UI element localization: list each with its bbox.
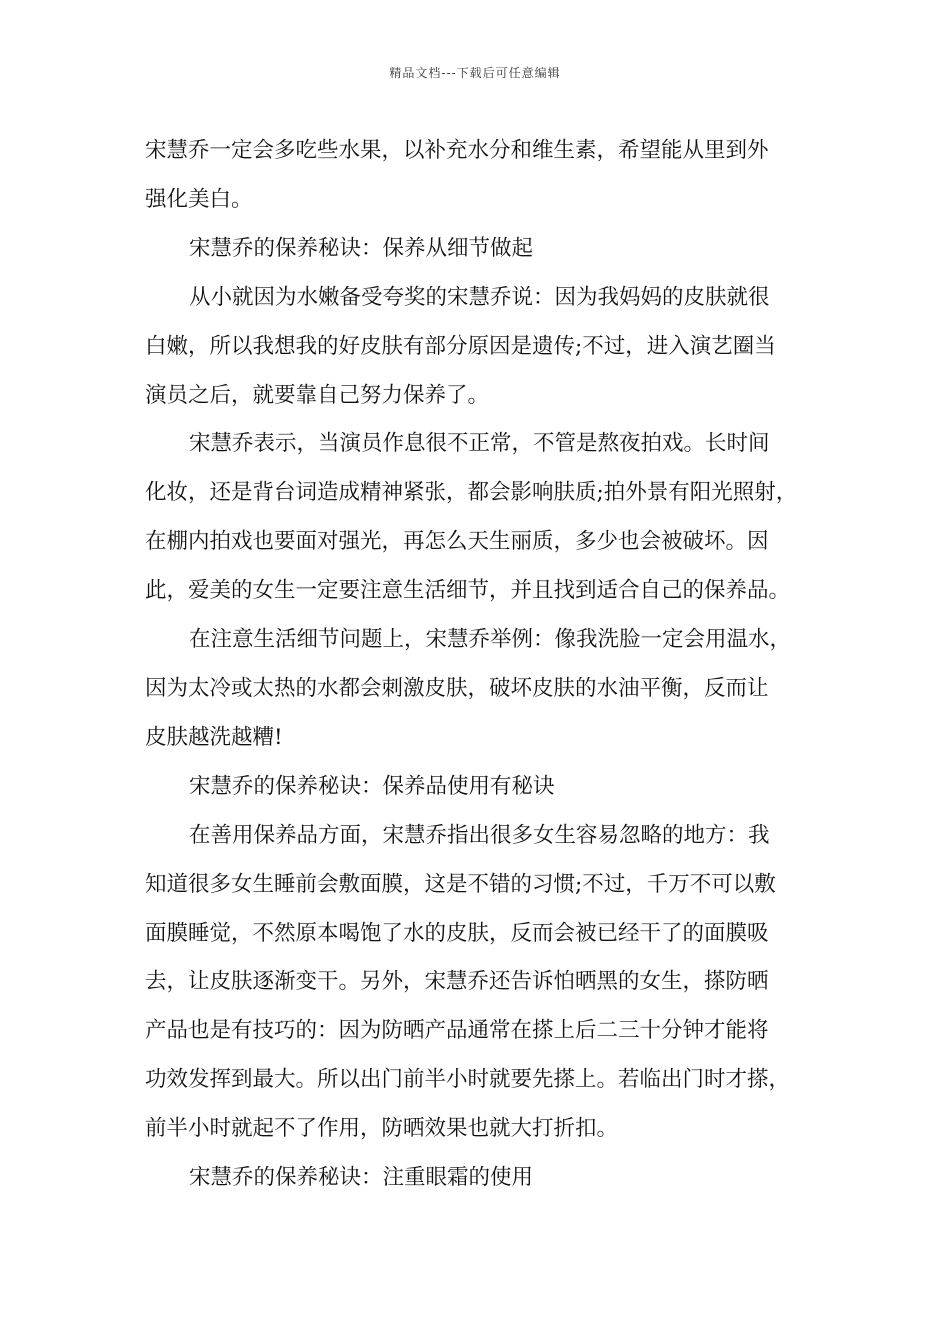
paragraph <box>145 420 825 616</box>
text-line: 白嫩，所以我想我的好皮肤有部分原因是遗传;不过，进入演艺圈当 <box>145 333 776 359</box>
text-line: 皮肤越洗越糟! <box>145 724 283 750</box>
text-line: 宋慧乔的保养秘诀：保养品使用有秘诀 <box>189 773 555 799</box>
text-line: 面膜睡觉，不然原本喝饱了水的皮肤，反而会被已经干了的面膜吸 <box>145 920 769 946</box>
text-line: 宋慧乔的保养秘诀：注重眼霜的使用 <box>189 1165 534 1191</box>
text-line: 知道很多女生睡前会敷面膜，这是不错的习惯;不过，千万不可以敷 <box>145 871 776 897</box>
text-line: 此，爱美的女生一定要注意生活细节，并且找到适合自己的保养品。 <box>145 578 791 604</box>
text-line: 在善用保养品方面，宋慧乔指出很多女生容易忽略的地方：我 <box>189 822 770 848</box>
paragraph <box>145 274 825 421</box>
text-line: 宋慧乔的保养秘诀：保养从细节做起 <box>189 235 534 261</box>
text-line: 去，让皮肤逐渐变干。另外，宋慧乔还告诉怕晒黑的女生，搽防晒 <box>145 969 769 995</box>
document-body <box>145 127 825 1203</box>
section-heading <box>145 225 825 274</box>
paragraph <box>145 616 825 763</box>
text-line: 功效发挥到最大。所以出门前半小时就要先搽上。若临出门时才搽， <box>145 1067 791 1093</box>
paragraph <box>145 127 825 225</box>
text-line: 从小就因为水嫩备受夸奖的宋慧乔说：因为我妈妈的皮肤就很 <box>189 284 770 310</box>
section-heading <box>145 763 825 812</box>
text-line: 在棚内拍戏也要面对强光，再怎么天生丽质，多少也会被破坏。因 <box>145 529 769 555</box>
text-line: 宋慧乔一定会多吃些水果，以补充水分和维生素，希望能从里到外 <box>145 138 769 163</box>
paragraph <box>145 812 825 1154</box>
text-line: 前半小时就起不了作用，防晒效果也就大打折扣。 <box>145 1116 619 1142</box>
text-line: 因为太冷或太热的水都会刺激皮肤，破坏皮肤的水油平衡，反而让 <box>145 675 769 701</box>
text-line: 演员之后，就要靠自己努力保养了。 <box>145 382 490 408</box>
page-header: 精品文档---下载后可任意编辑 <box>389 66 561 80</box>
text-line: 强化美白。 <box>145 186 253 212</box>
text-line: 化妆，还是背台词造成精神紧张，都会影响肤质;拍外景有阳光照射， <box>145 480 798 506</box>
text-line: 产品也是有技巧的：因为防晒产品通常在搽上后二三十分钟才能将 <box>145 1018 769 1044</box>
text-line: 在注意生活细节问题上，宋慧乔举例：像我洗脸一定会用温水， <box>189 627 792 653</box>
section-heading <box>145 1154 825 1203</box>
text-line: 宋慧乔表示，当演员作息很不正常，不管是熬夜拍戏。长时间 <box>189 431 770 457</box>
